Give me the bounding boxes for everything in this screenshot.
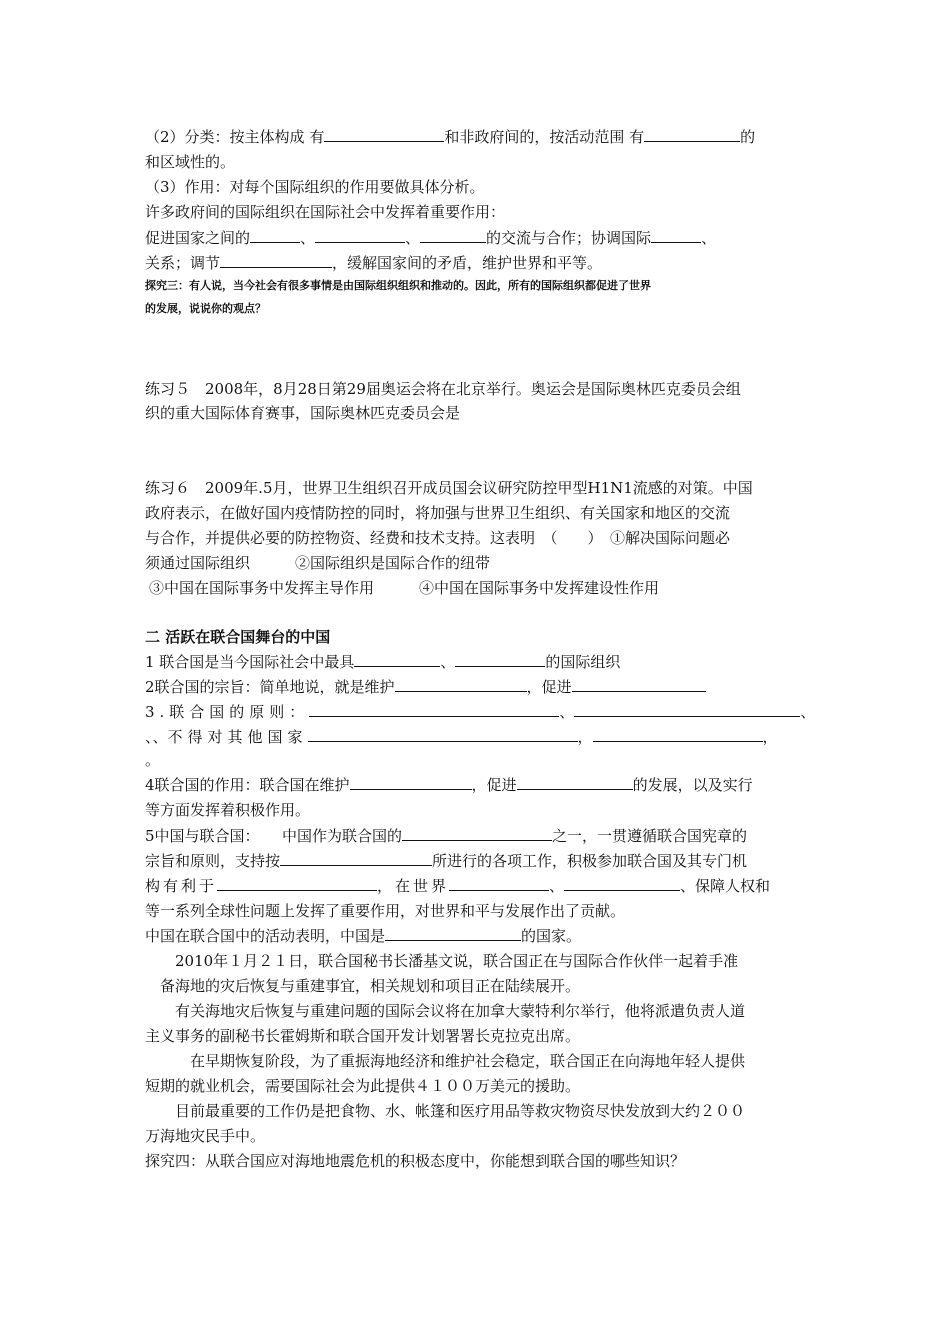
q1-line — [145, 652, 805, 672]
exercise5-line2: 织的重大国际体育赛事，国际奥林匹克委员会是 — [145, 404, 461, 422]
text: 5中国与联合国： 中国作为联合国的 — [145, 827, 403, 845]
text: 、 — [405, 229, 421, 247]
fill-blank[interactable] — [309, 702, 559, 717]
promote-line — [145, 228, 805, 248]
text: 构有利于 — [145, 877, 218, 895]
text: ， — [577, 728, 593, 746]
fill-blank[interactable] — [455, 652, 545, 667]
news-p1-line2: 备海地的灾后恢复与重建事宜，相关规划和项目正在陆续展开。 — [145, 977, 581, 995]
text: 不得对其他国家 — [167, 728, 308, 746]
explore3-line2: 的发展，说说你的观点？ — [145, 302, 266, 315]
text: 2联合国的宗旨：简单地说，就是维护 — [145, 678, 395, 696]
text: 4联合国的作用：联合国在维护 — [145, 776, 350, 794]
news-p2-line1: 有关海地灾后恢复与重建问题的国际会议将在加拿大蒙特利尔举行，他将派遣负责人道 — [145, 1002, 746, 1020]
exercise6-line1: 练习６ 2009年.5月，世界卫生组织召开成员国会议研究防控甲型H1N1流感的对策。中国 — [145, 479, 753, 497]
fill-blank[interactable] — [385, 926, 521, 941]
q5-line3 — [145, 876, 805, 896]
text: 、保障人权和 — [680, 877, 771, 895]
fill-blank[interactable] — [593, 727, 763, 742]
text: 、 — [559, 703, 575, 721]
relation-line — [145, 253, 805, 273]
text: 和非政府间的，按活动范围 有 — [444, 128, 645, 146]
text: 关系；调节 — [145, 254, 221, 272]
fill-blank[interactable] — [250, 228, 300, 243]
q5-line2 — [145, 851, 805, 871]
fill-blank[interactable] — [402, 826, 552, 841]
fill-blank[interactable] — [217, 876, 377, 891]
text: 促进国家之间的 — [145, 229, 251, 247]
fill-blank[interactable] — [395, 677, 527, 692]
fill-blank[interactable] — [574, 702, 800, 717]
q5-line4: 等一系列全球性问题上发挥了重要作用，对世界和平与发展作出了贡献。 — [145, 902, 626, 920]
news-p3-line1: 在早期恢复阶段，为了重振海地经济和维护社会稳定，联合国正在向海地年轻人提供 — [145, 1052, 746, 1070]
function-line: （3）作用：对每个国际组织的作用要做具体分析。 — [145, 178, 485, 196]
text: ，在世界 — [377, 877, 450, 895]
exercise6-line5: ③中国在国际事务中发挥主导作用 ④中国在国际事务中发挥建设性作用 — [149, 579, 660, 597]
text: 、 — [300, 229, 316, 247]
fill-blank[interactable] — [308, 727, 578, 742]
q5-line1 — [145, 826, 805, 846]
text: 的发展，以及实行 — [632, 776, 753, 794]
fill-blank[interactable] — [420, 228, 486, 243]
text: 之一，一贯遵循联合国宪章的 — [552, 827, 748, 845]
fill-blank[interactable] — [644, 127, 740, 142]
news-p4-line1: 目前最重要的工作仍是把食物、水、帐篷和医疗用品等救灾物资尽快发放到大约２００ — [145, 1102, 746, 1120]
fill-blank[interactable] — [315, 228, 405, 243]
text: 宗旨和原则，支持按 — [145, 852, 281, 870]
fill-blank[interactable] — [324, 127, 444, 142]
q4-line2: 等方面发挥着积极作用。 — [145, 801, 311, 819]
text: 、 — [440, 653, 456, 671]
q3-line2 — [145, 727, 805, 747]
text: 3.联合国的原则： — [145, 703, 310, 721]
news-p3-line2: 短期的就业机会，需要国际社会为此提供４１００万美元的援助。 — [145, 1077, 581, 1095]
text: 的国际组织 — [545, 653, 621, 671]
news-p4-line2: 万海地灾民手中。 — [145, 1127, 266, 1145]
fill-blank[interactable] — [517, 775, 633, 790]
text: 的国家。 — [521, 927, 582, 945]
exercise6-line3: 与合作，并提供必要的防控物资、经费和技术支持。这表明 （ ） ①解决国际问题必 — [145, 529, 731, 547]
section-heading: 二 活跃在联合国舞台的中国 — [145, 628, 331, 646]
exercise5-line1: 练习５ 2008年，8月28日第29届奥运会将在北京举行。奥运会是国际奥林匹克委员会组 — [145, 380, 741, 398]
text: 、 — [549, 877, 565, 895]
q6-line — [145, 926, 805, 946]
text: 1 联合国是当今国际社会中最具 — [145, 653, 355, 671]
text: 所进行的各项工作，积极参加联合国及其专门机 — [432, 852, 748, 870]
exercise6-line2: 政府表示，在做好国内疫情防控的同时，将加强与世界卫生组织、有关国家和地区的交流 — [145, 504, 731, 522]
text: ，缓解国家间的矛盾，维护世界和平等。 — [332, 254, 603, 272]
text: ，促进 — [471, 776, 517, 794]
q4-line — [145, 775, 805, 795]
intro-line: 许多政府间的国际组织在国际社会中发挥着重要作用： — [145, 203, 506, 221]
text: 中国在联合国中的活动表明，中国是 — [145, 927, 386, 945]
q3-line1 — [145, 702, 816, 722]
fill-blank[interactable] — [651, 228, 701, 243]
text: 、 — [800, 703, 816, 721]
fill-blank[interactable] — [220, 253, 332, 268]
text: 的 — [740, 128, 756, 146]
explore3-line1: 探究三：有人说，当今社会有很多事情是由国际组织组织和推动的。因此，所有的国际组织都促进了世界 — [145, 279, 651, 292]
explore4-question: 探究四：从联合国应对海地地震危机的积极态度中，你能想到联合国的哪些知识？ — [145, 1152, 686, 1170]
text: 的交流与合作；协调国际 — [486, 229, 652, 247]
text: ， — [762, 728, 778, 746]
news-p2-line2: 主义事务的副秘书长霍姆斯和联合国开发计划署署长克拉克出席。 — [145, 1027, 581, 1045]
fill-blank[interactable] — [354, 652, 440, 667]
text: （2）分类：按主体构成 有 — [145, 128, 325, 146]
text: 、、 — [145, 728, 168, 746]
exercise6-line4: 须通过国际组织 ②国际组织是国际合作的纽带 — [145, 554, 491, 572]
q3-end: 。 — [145, 751, 161, 769]
classification-line — [145, 127, 805, 147]
text: ，促进 — [526, 678, 572, 696]
fill-blank[interactable] — [449, 876, 549, 891]
q2-line — [145, 677, 805, 697]
fill-blank[interactable] — [280, 851, 432, 866]
text: 、 — [701, 229, 717, 247]
news-p1-line1: 2010年１月２１日，联合国秘书长潘基文说，联合国正在与国际合作伙伴一起着手准 — [145, 952, 739, 970]
fill-blank[interactable] — [572, 677, 706, 692]
fill-blank[interactable] — [350, 775, 472, 790]
classification-line-2: 和区域性的。 — [145, 153, 236, 171]
fill-blank[interactable] — [564, 876, 680, 891]
